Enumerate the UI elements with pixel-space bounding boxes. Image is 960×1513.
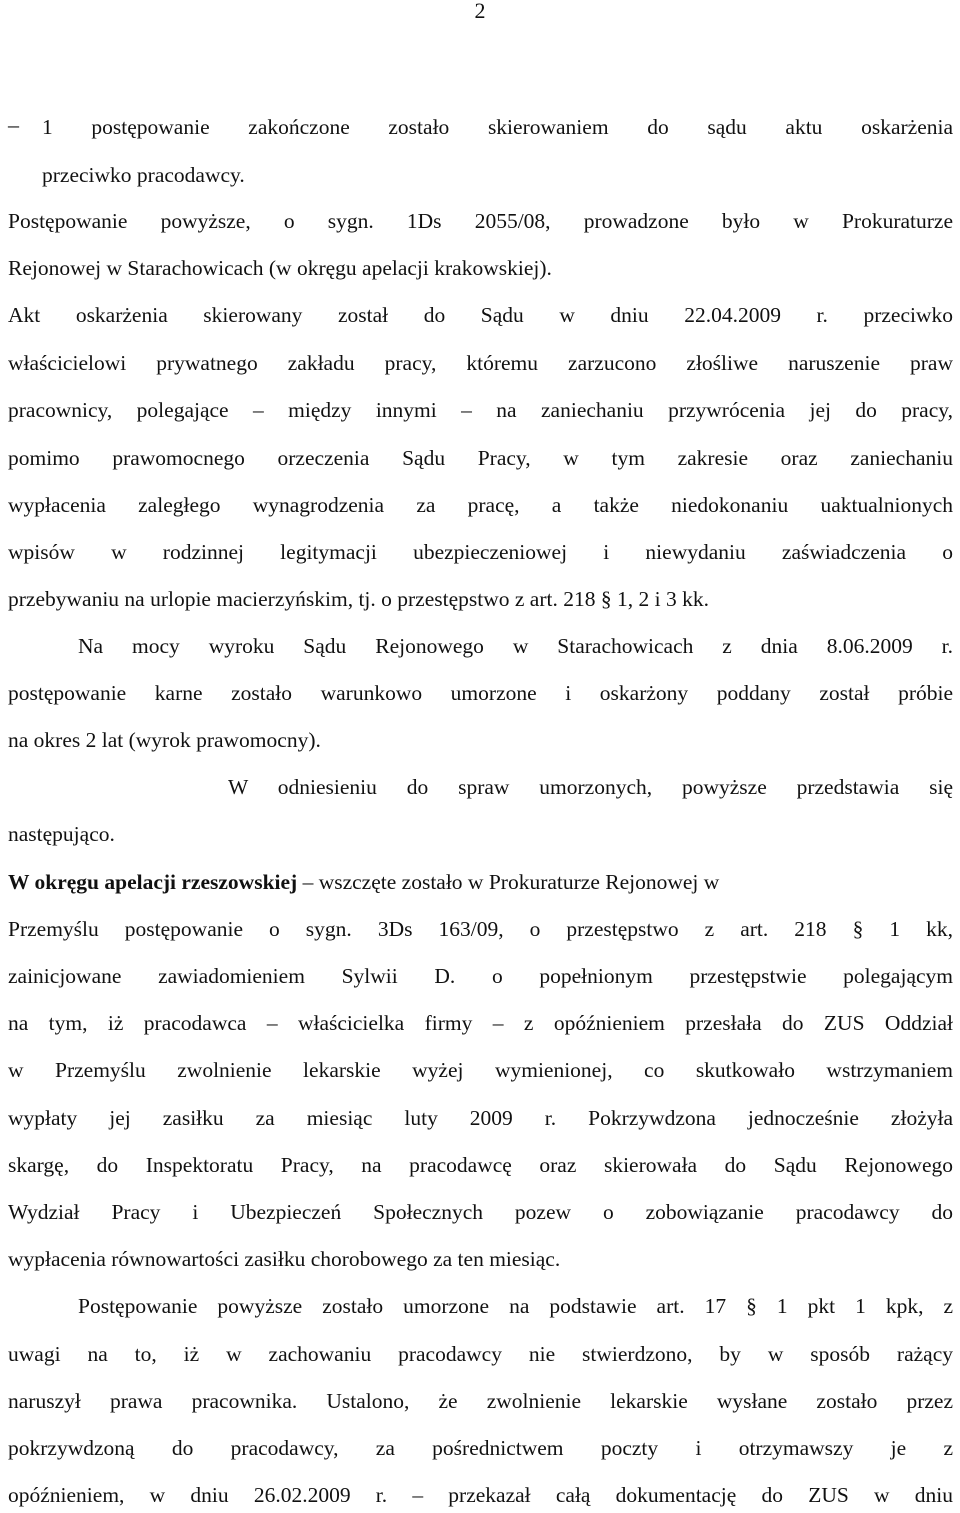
list-bullet: – xyxy=(8,112,19,137)
paragraph-line: wypłaty jej zasiłku za miesiąc luty 2009 r. Pokrzywdzona jednocześnie złożyła xyxy=(8,1106,953,1130)
page-number: 2 xyxy=(474,0,486,23)
paragraph-line: Rejonowej w Starachowicach (w okręgu apelacji krakowskiej). xyxy=(8,256,552,280)
paragraph-line: pomimo prawomocnego orzeczenia Sądu Pracy, w tym zakresie oraz zaniechaniu xyxy=(8,446,953,470)
paragraph-line: wpisów w rodzinnej legitymacji ubezpieczeniowej i niewydaniu zaświadczenia o xyxy=(8,540,953,564)
paragraph-line: na okres 2 lat (wyrok prawomocny). xyxy=(8,728,321,752)
paragraph-line: Przemyślu postępowanie o sygn. 3Ds 163/09, o przestępstwo z art. 218 § 1 kk, xyxy=(8,917,953,941)
paragraph-line: Akt oskarżenia skierowany został do Sądu w dniu 22.04.2009 r. przeciwko xyxy=(8,303,953,327)
paragraph-line: pokrzywdzoną do pracodawcy, za pośrednictwem poczty i otrzymawszy je z xyxy=(8,1436,953,1460)
paragraph-line: na tym, iż pracodawca – właścicielka firmy – z opóźnieniem przesłała do ZUS Oddział xyxy=(8,1011,953,1035)
paragraph-line: Wydział Pracy i Ubezpieczeń Społecznych pozew o zobowiązanie pracodawcy do xyxy=(8,1200,953,1224)
paragraph-line: wypłacenia równowartości zasiłku chorobowego za ten miesiąc. xyxy=(8,1247,561,1271)
paragraph-line: pracownicy, polegające – między innymi – na zaniechaniu przywrócenia jej do pracy, xyxy=(8,398,953,422)
paragraph-line: opóźnieniem, w dniu 26.02.2009 r. – przekazał całą dokumentację do ZUS w dniu xyxy=(8,1483,953,1507)
paragraph-line: przebywaniu na urlopie macierzyńskim, tj. o przestępstwo z art. 218 § 1, 2 i 3 kk. xyxy=(8,587,709,611)
paragraph-line: następująco. xyxy=(8,822,115,846)
paragraph-line: Postępowanie powyższe zostało umorzone na podstawie art. 17 § 1 pkt 1 kpk, z xyxy=(78,1294,953,1318)
paragraph-line: postępowanie karne zostało warunkowo umorzone i oskarżony poddany został próbie xyxy=(8,681,953,705)
paragraph-line: właścicielowi prywatnego zakładu pracy, któremu zarzucono złośliwe naruszenie praw xyxy=(8,351,953,375)
list-item-line: 1 postępowanie zakończone zostało skierowaniem do sądu aktu oskarżenia xyxy=(42,115,953,139)
paragraph-line: Na mocy wyroku Sądu Rejonowego w Starachowicach z dnia 8.06.2009 r. xyxy=(78,634,953,658)
paragraph-line: skargę, do Inspektoratu Pracy, na pracodawcę oraz skierowała do Sądu Rejonowego xyxy=(8,1153,953,1177)
section-heading-bold: W okręgu apelacji rzeszowskiej xyxy=(8,870,298,894)
list-item-line: przeciwko pracodawcy. xyxy=(42,163,245,187)
paragraph-text: – wszczęte zostało w Prokuraturze Rejonowej w xyxy=(297,870,720,894)
paragraph-line: zainicjowane zawiadomieniem Sylwii D. o popełnionym przestępstwie polegającym xyxy=(8,964,953,988)
paragraph-line: naruszył prawa pracownika. Ustalono, że zwolnienie lekarskie wysłane zostało przez xyxy=(8,1389,953,1413)
paragraph-line: Postępowanie powyższe, o sygn. 1Ds 2055/08, prowadzone było w Prokuraturze xyxy=(8,209,953,233)
paragraph-line: uwagi na to, iż w zachowaniu pracodawcy nie stwierdzono, by w sposób rażący xyxy=(8,1342,953,1366)
paragraph-line: wypłacenia zaległego wynagrodzenia za pracę, a także niedokonaniu uaktualnionych xyxy=(8,493,953,517)
paragraph-line: W odniesieniu do spraw umorzonych, powyższe przedstawia się xyxy=(228,775,953,799)
paragraph-line xyxy=(8,867,953,897)
paragraph-line: w Przemyślu zwolnienie lekarskie wyżej wymienionej, co skutkowało wstrzymaniem xyxy=(8,1058,953,1082)
